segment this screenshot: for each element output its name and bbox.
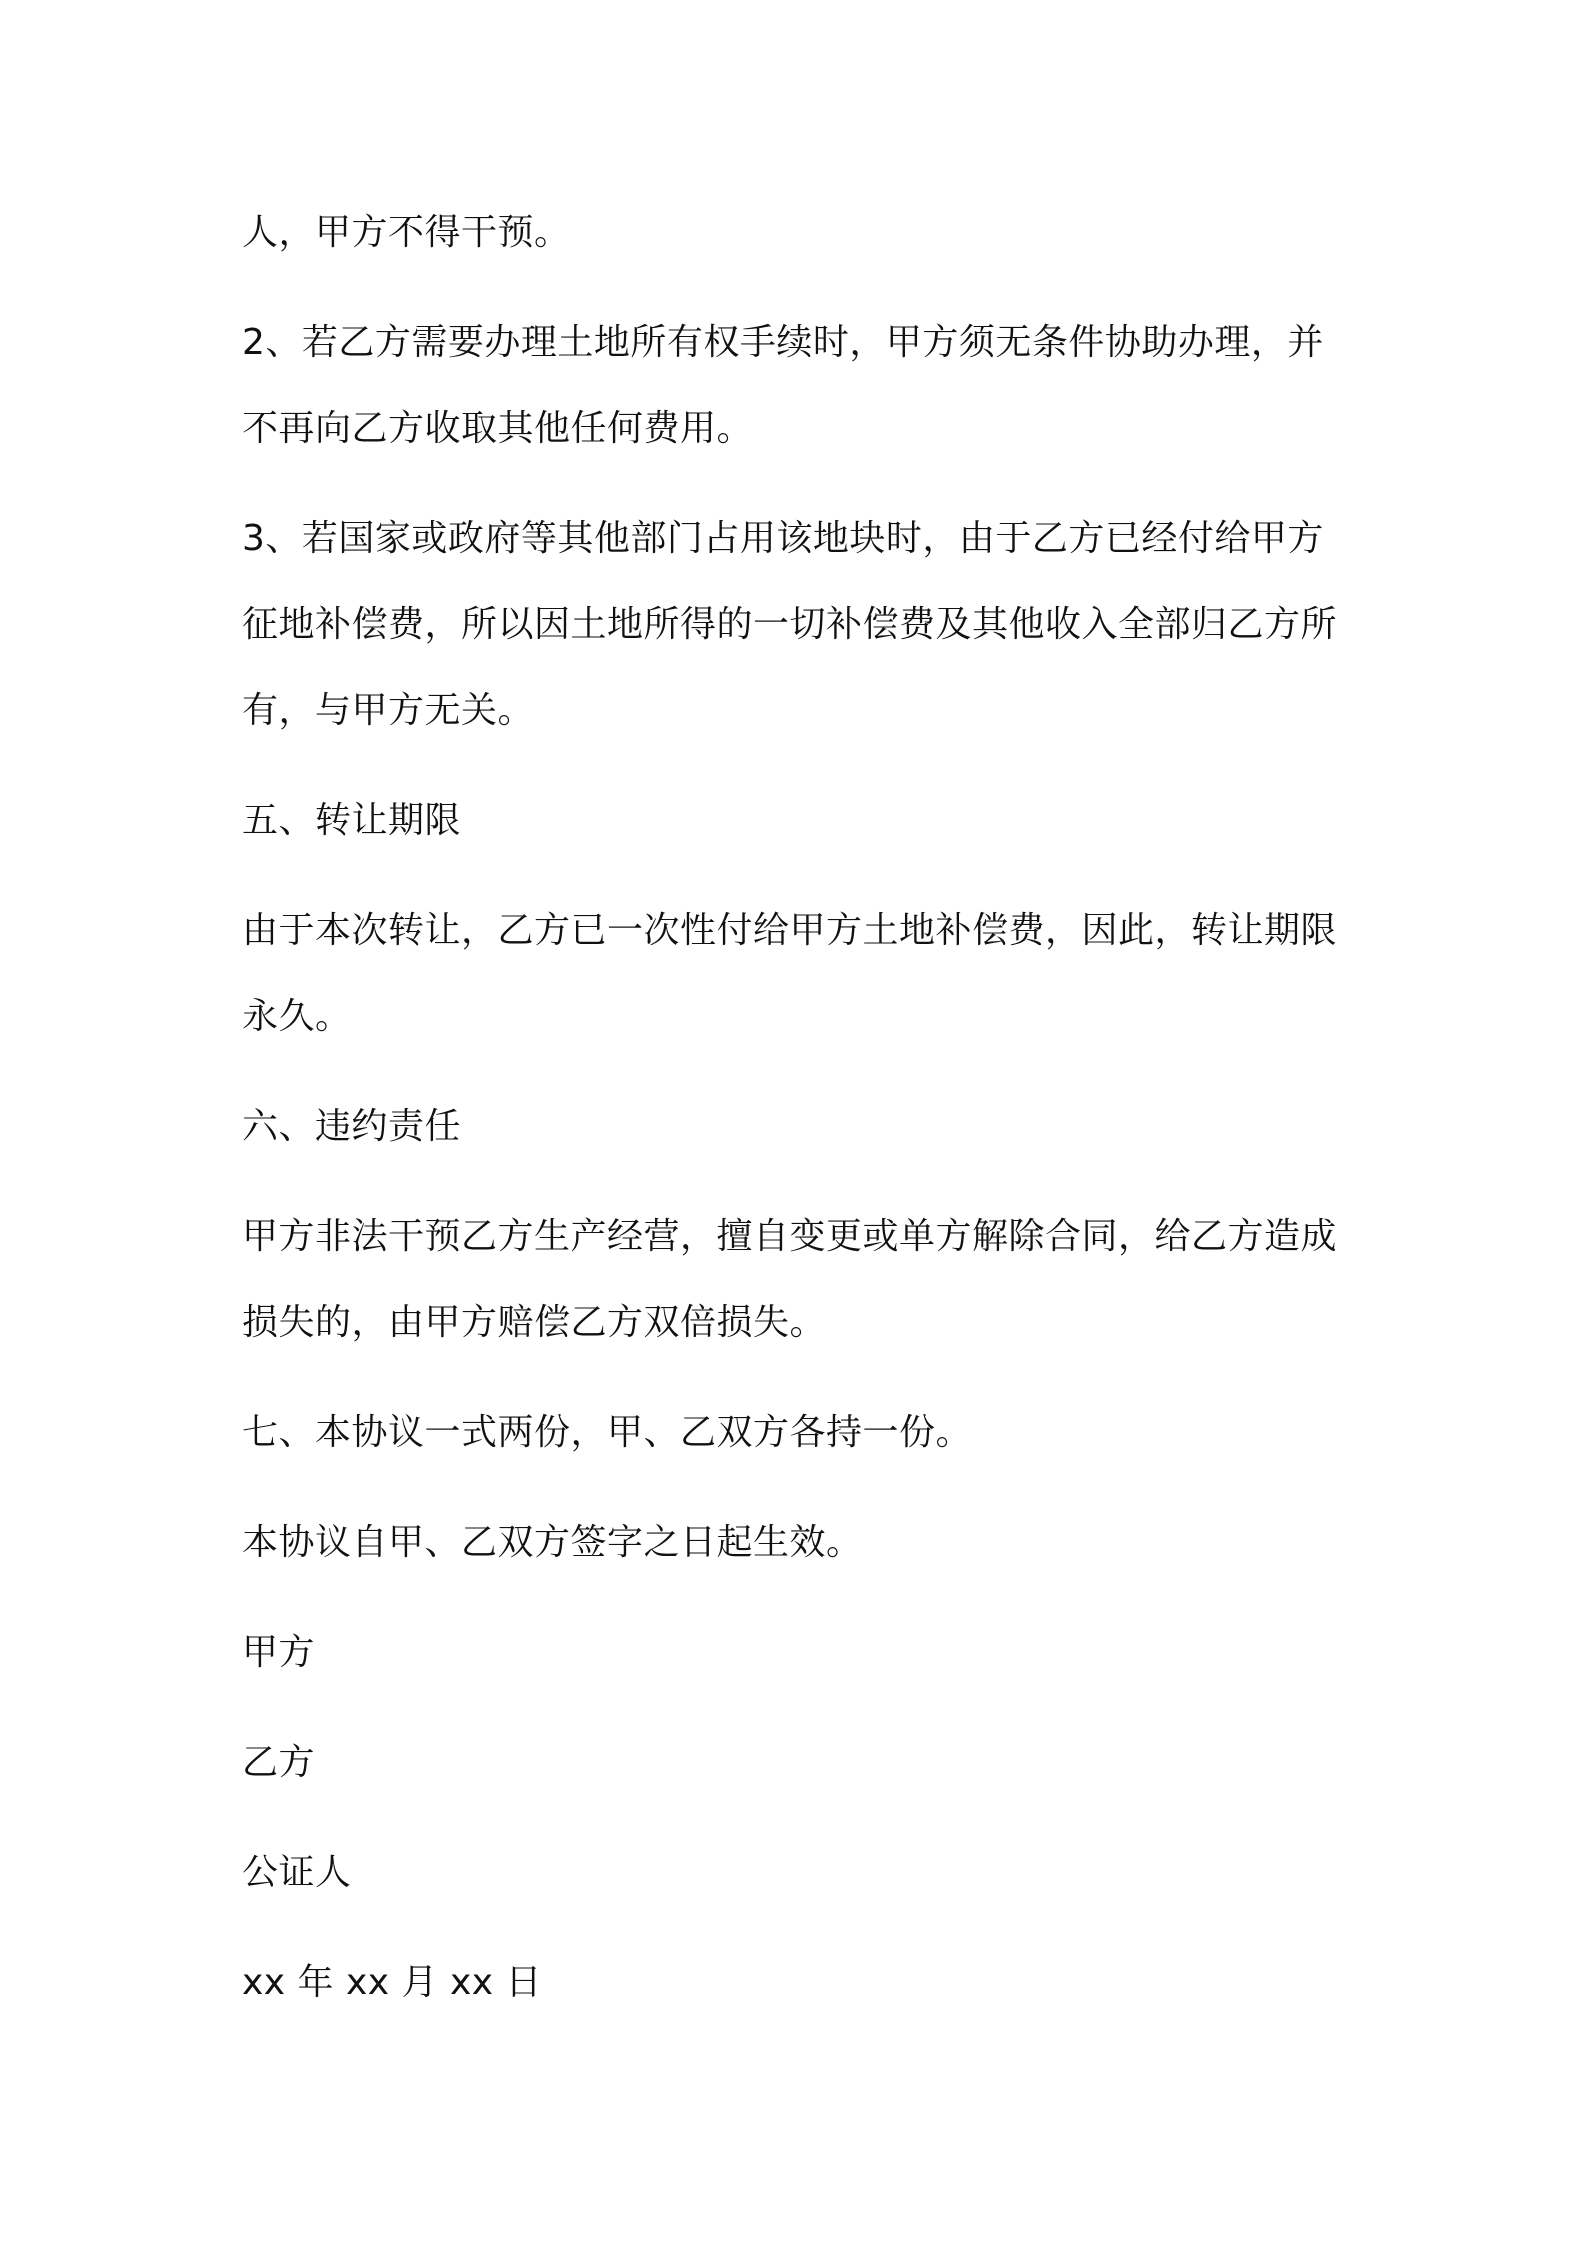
paragraph-line: 七、本协议一式两份，甲、乙双方各持一份。 <box>242 1412 973 1453</box>
paragraph-line: 人，甲方不得干预。 <box>242 212 571 253</box>
paragraph-line: 永久。 <box>242 996 352 1037</box>
paragraph-line: 损失的，由甲方赔偿乙方双倍损失。 <box>242 1302 827 1343</box>
paragraph-line: 本协议自甲、乙双方签字之日起生效。 <box>242 1522 863 1563</box>
signature-label-party-a: 甲方 <box>242 1632 316 1673</box>
paragraph-line: 征地补偿费，所以因土地所得的一切补偿费及其他收入全部归乙方所 <box>242 604 1338 645</box>
paragraph-line: 2、若乙方需要办理土地所有权手续时，甲方须无条件协助办理，并 <box>242 322 1324 363</box>
signature-label-party-b: 乙方 <box>242 1742 316 1783</box>
paragraph-line: 不再向乙方收取其他任何费用。 <box>242 408 754 449</box>
date-line: xx 年 xx 月 xx 日 <box>242 1962 543 2003</box>
section-heading: 五、转让期限 <box>242 800 462 841</box>
document-body <box>242 190 1362 2026</box>
paragraph-line: 有，与甲方无关。 <box>242 690 535 731</box>
signature-label-notary: 公证人 <box>242 1852 352 1893</box>
section-heading: 六、违约责任 <box>242 1106 462 1147</box>
paragraph-line: 甲方非法干预乙方生产经营，擅自变更或单方解除合同，给乙方造成 <box>242 1216 1338 1257</box>
paragraph-line: 3、若国家或政府等其他部门占用该地块时，由于乙方已经付给甲方 <box>242 518 1324 559</box>
paragraph-line: 由于本次转让，乙方已一次性付给甲方土地补偿费，因此，转让期限 <box>242 910 1338 951</box>
